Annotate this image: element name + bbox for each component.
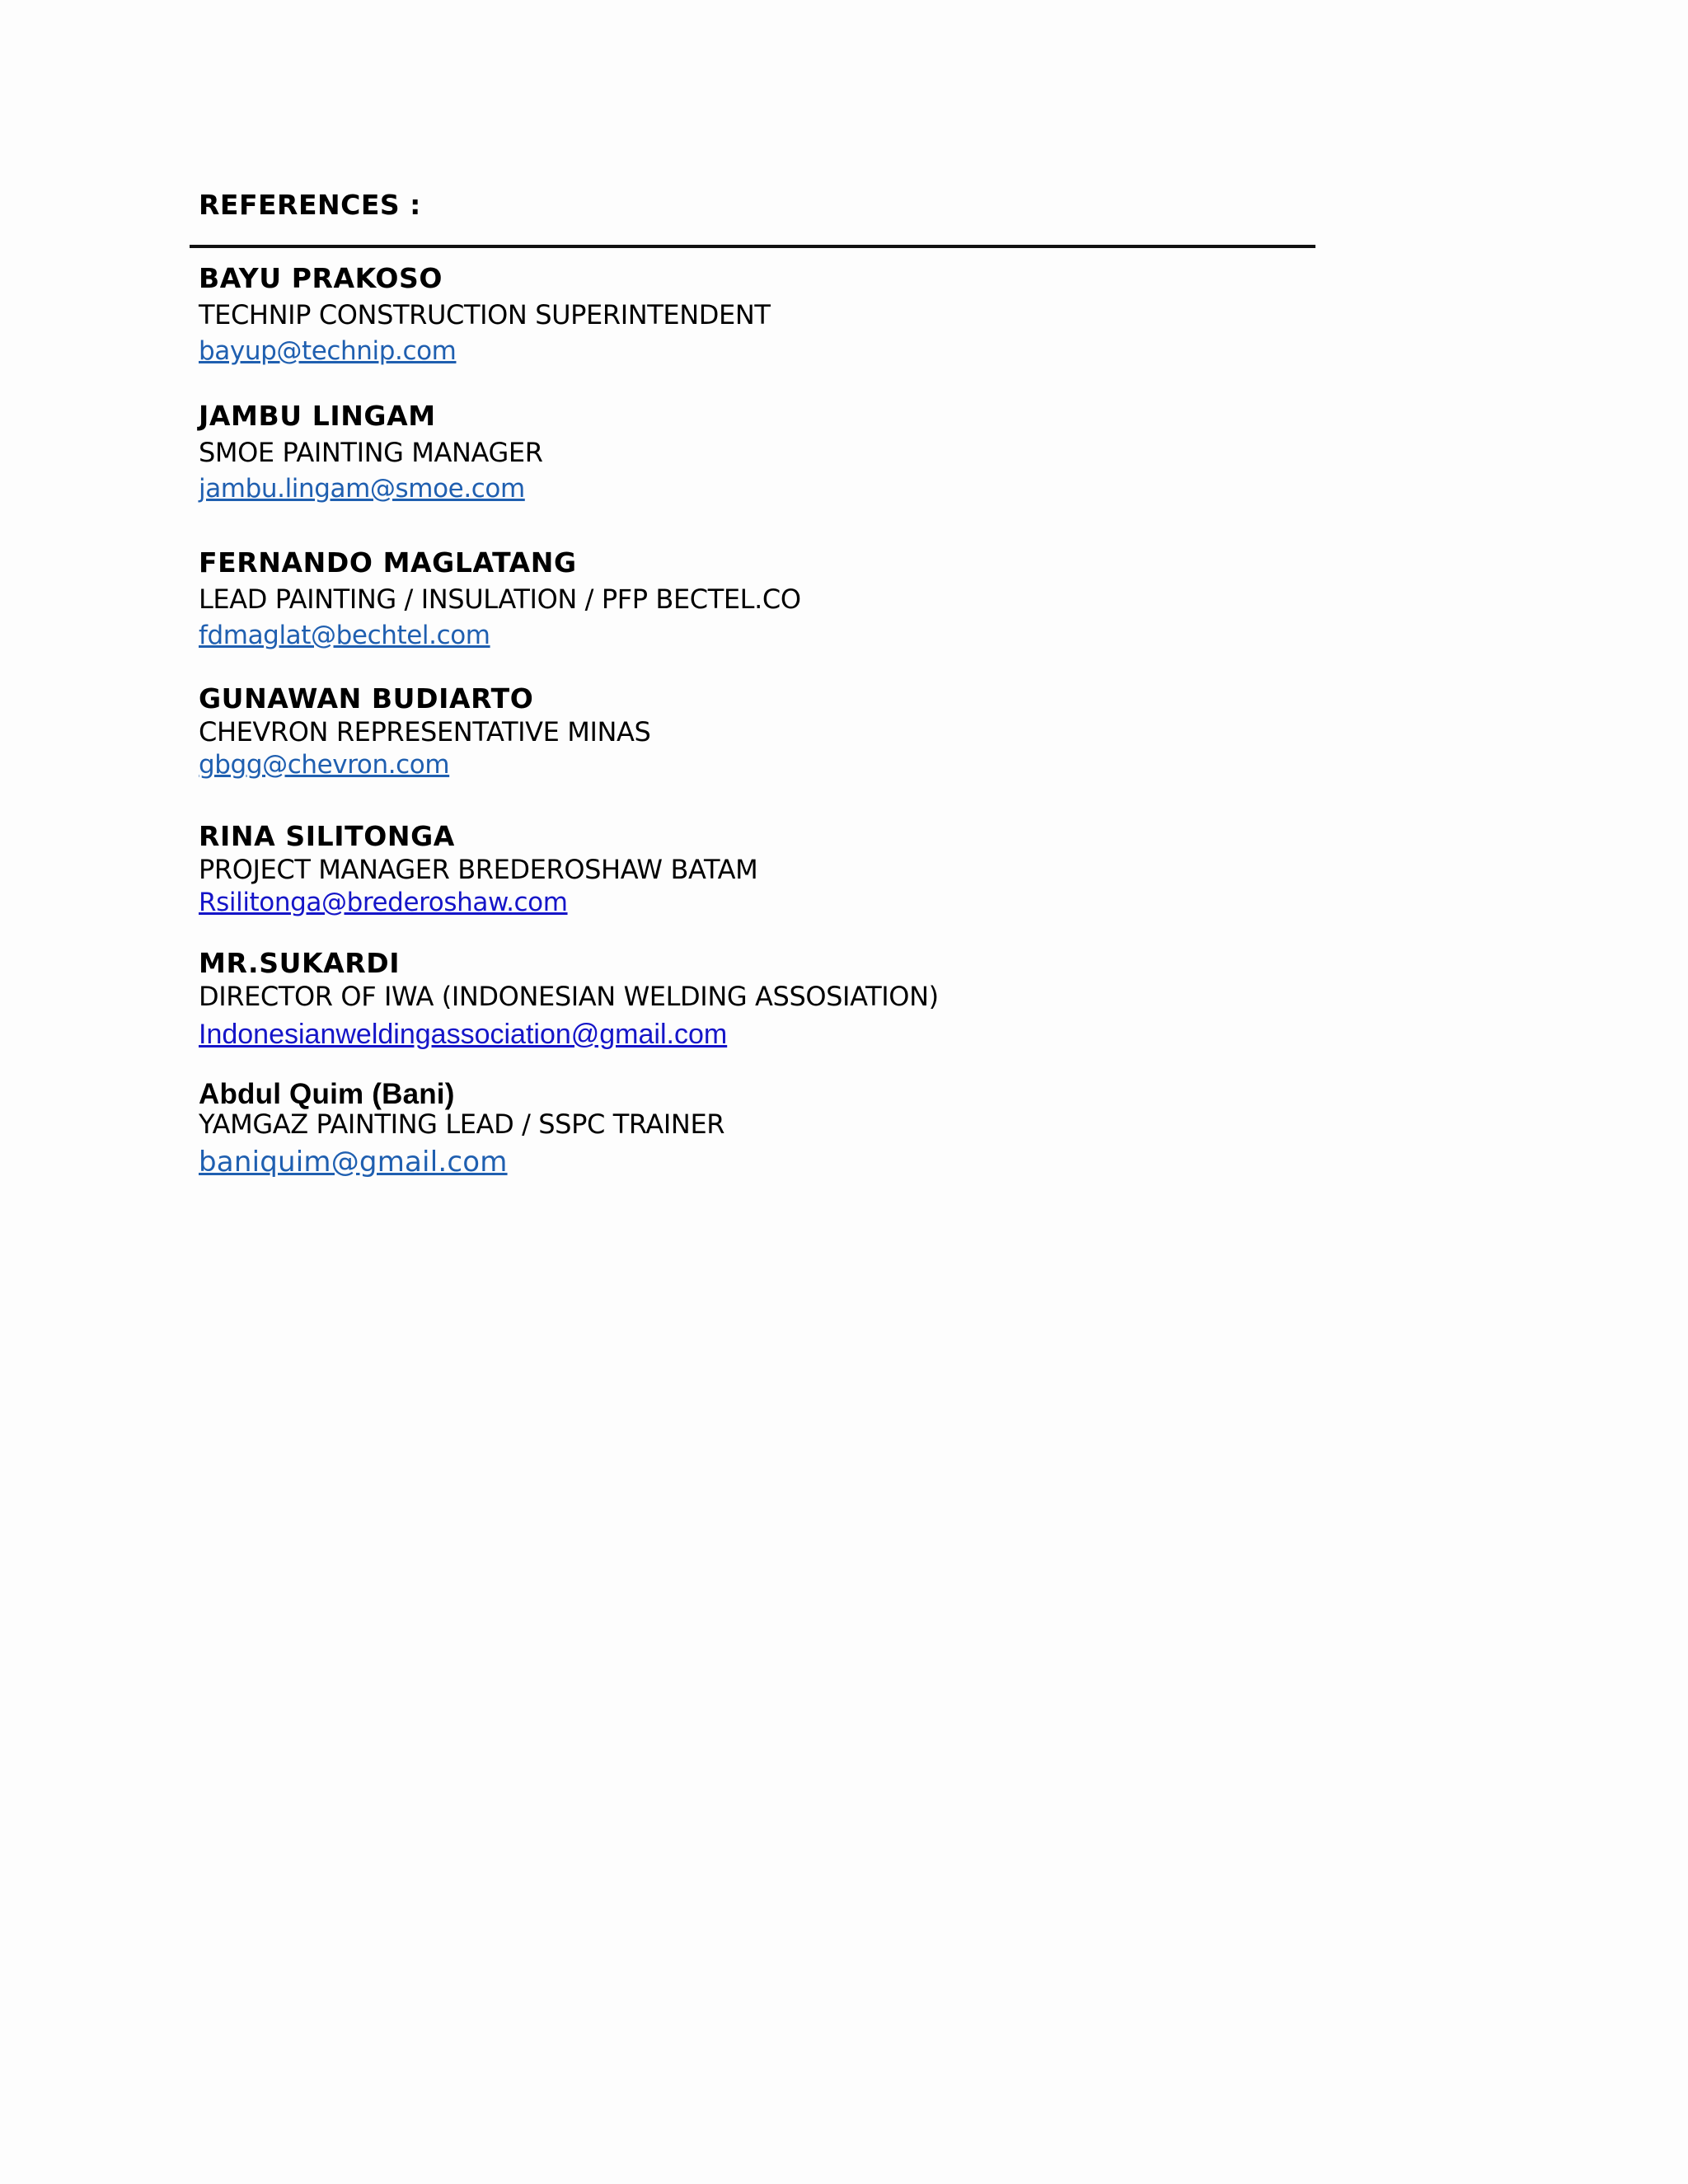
reference-email-link[interactable]: bayup@technip.com: [199, 336, 457, 366]
reference-role: SMOE PAINTING MANAGER: [199, 437, 543, 468]
reference-name: FERNANDO MAGLATANG: [199, 546, 577, 579]
reference-name: Abdul Quim (Bani): [199, 1078, 455, 1110]
reference-name: GUNAWAN BUDIARTO: [199, 682, 534, 715]
reference-role: CHEVRON REPRESENTATIVE MINAS: [199, 716, 651, 748]
reference-name: RINA SILITONGA: [199, 820, 455, 852]
reference-name: MR.SUKARDI: [199, 947, 401, 979]
reference-role: LEAD PAINTING / INSULATION / PFP BECTEL.CO: [199, 583, 801, 615]
reference-role: TECHNIP CONSTRUCTION SUPERINTENDENT: [199, 299, 771, 330]
reference-entry: [199, 682, 650, 785]
reference-name: BAYU PRAKOSO: [199, 262, 443, 294]
reference-entry: [199, 1080, 724, 1182]
reference-entry: [199, 820, 757, 923]
page-title: REFERENCES :: [199, 189, 421, 221]
reference-email-link[interactable]: jambu.lingam@smoe.com: [199, 474, 525, 504]
reference-role: DIRECTOR OF IWA (INDONESIAN WELDING ASSOSIATION): [199, 981, 939, 1012]
reference-entry: [199, 947, 939, 1056]
reference-role: PROJECT MANAGER BREDEROSHAW BATAM: [199, 854, 758, 885]
reference-name: JAMBU LINGAM: [199, 400, 436, 432]
reference-entry: [199, 398, 543, 511]
reference-role: YAMGAZ PAINTING LEAD / SSPC TRAINER: [199, 1108, 725, 1140]
reference-email-link[interactable]: baniquim@gmail.com: [199, 1146, 508, 1179]
reference-email-link[interactable]: gbgg@chevron.com: [199, 750, 450, 780]
reference-entry: [199, 260, 771, 373]
reference-email-link[interactable]: Rsilitonga@brederoshaw.com: [199, 888, 568, 917]
reference-email-link[interactable]: fdmaglat@bechtel.com: [199, 621, 490, 650]
heading-divider: [190, 245, 1315, 248]
reference-email-link[interactable]: Indonesianweldingassociation@gmail.com: [199, 1019, 728, 1050]
reference-entry: [199, 545, 801, 658]
